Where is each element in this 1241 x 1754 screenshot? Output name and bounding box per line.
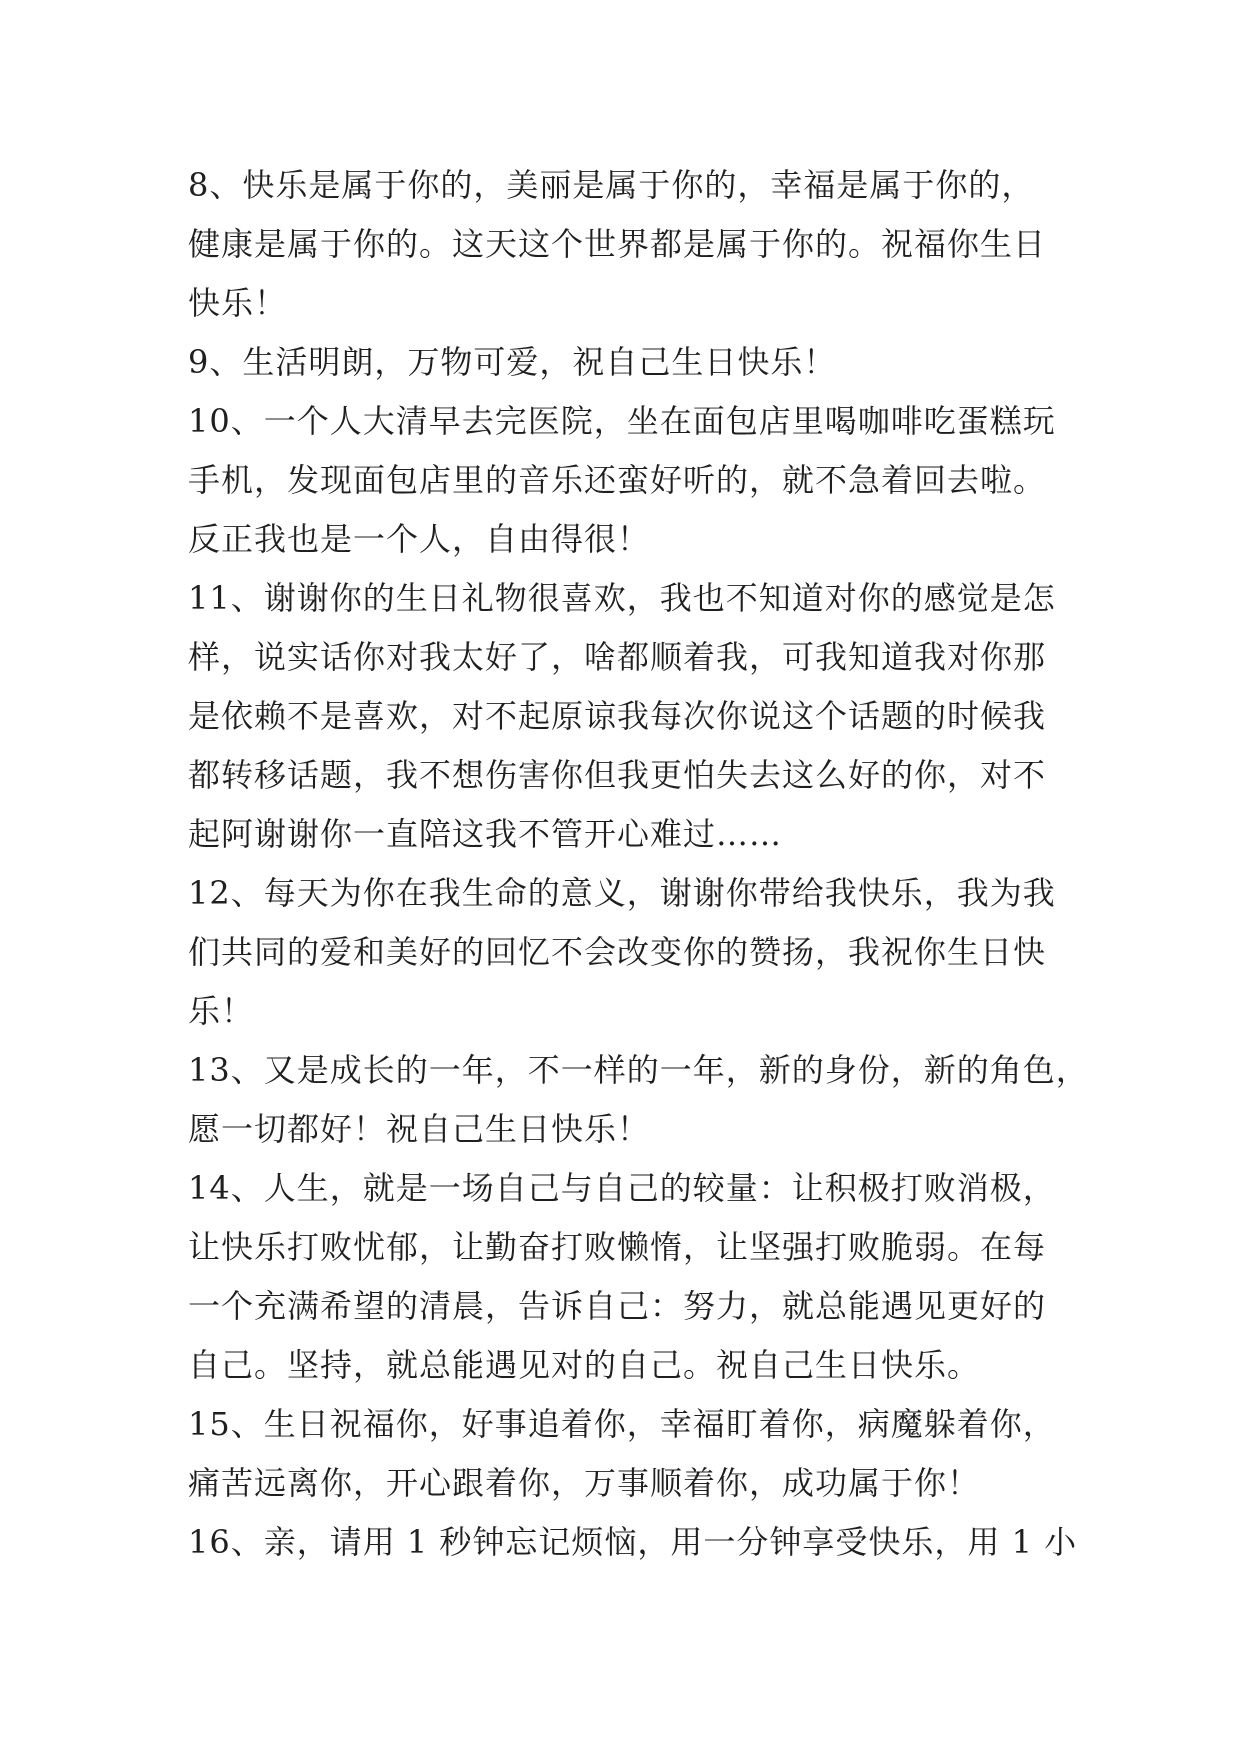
text-line-10: 是依赖不是喜欢，对不起原谅我每次你说这个话题的时候我 (188, 697, 1047, 735)
text-line-9: 样，说实话你对我太好了，啥都顺着我，可我知道我对你那 (188, 638, 1047, 676)
text-line-1: 8、快乐是属于你的，美丽是属于你的，幸福是属于你的， (188, 166, 1035, 204)
document-body (188, 156, 1089, 1572)
text-line-20: 一个充满希望的清晨，告诉自己：努力，就总能遇见更好的 (188, 1287, 1047, 1325)
text-line-17: 愿一切都好！祝自己生日快乐！ (188, 1110, 651, 1148)
text-line-13: 12、每天为你在我生命的意义，谢谢你带给我快乐，我为我 (188, 874, 1056, 912)
text-line-21: 自己。坚持，就总能遇见对的自己。祝自己生日快乐。 (188, 1346, 981, 1384)
text-line-3: 快乐！ (188, 284, 288, 322)
text-line-8: 11、谢谢你的生日礼物很喜欢，我也不知道对你的感觉是怎 (188, 579, 1056, 617)
text-line-7: 反正我也是一个人，自由得很！ (188, 520, 651, 558)
text-line-23: 痛苦远离你，开心跟着你，万事顺着你，成功属于你！ (188, 1464, 981, 1502)
text-line-24: 16、亲，请用 1 秒钟忘记烦恼，用一分钟享受快乐，用 1 小 (188, 1523, 1078, 1561)
text-line-6: 手机，发现面包店里的音乐还蛮好听的，就不急着回去啦。 (188, 461, 1047, 499)
text-line-16: 13、又是成长的一年，不一样的一年，新的身份，新的角色， (188, 1051, 1089, 1089)
text-line-11: 都转移话题，我不想伤害你但我更怕失去这么好的你，对不 (188, 756, 1047, 794)
text-line-5: 10、一个人大清早去完医院，坐在面包店里喝咖啡吃蛋糕玩 (188, 402, 1056, 440)
text-line-2: 健康是属于你的。这天这个世界都是属于你的。祝福你生日 (188, 225, 1047, 263)
text-line-12: 起阿谢谢你一直陪这我不管开心难过…… (188, 815, 783, 853)
text-line-18: 14、人生，就是一场自己与自己的较量：让积极打败消极， (188, 1169, 1056, 1207)
text-line-14: 们共同的爱和美好的回忆不会改变你的赞扬，我祝你生日快 (188, 933, 1047, 971)
text-line-22: 15、生日祝福你，好事追着你，幸福盯着你，病魔躲着你， (188, 1405, 1056, 1443)
text-line-15: 乐！ (188, 992, 255, 1030)
text-line-19: 让快乐打败忧郁，让勤奋打败懒惰，让坚强打败脆弱。在每 (188, 1228, 1047, 1266)
text-line-4: 9、生活明朗，万物可爱，祝自己生日快乐！ (188, 343, 837, 381)
